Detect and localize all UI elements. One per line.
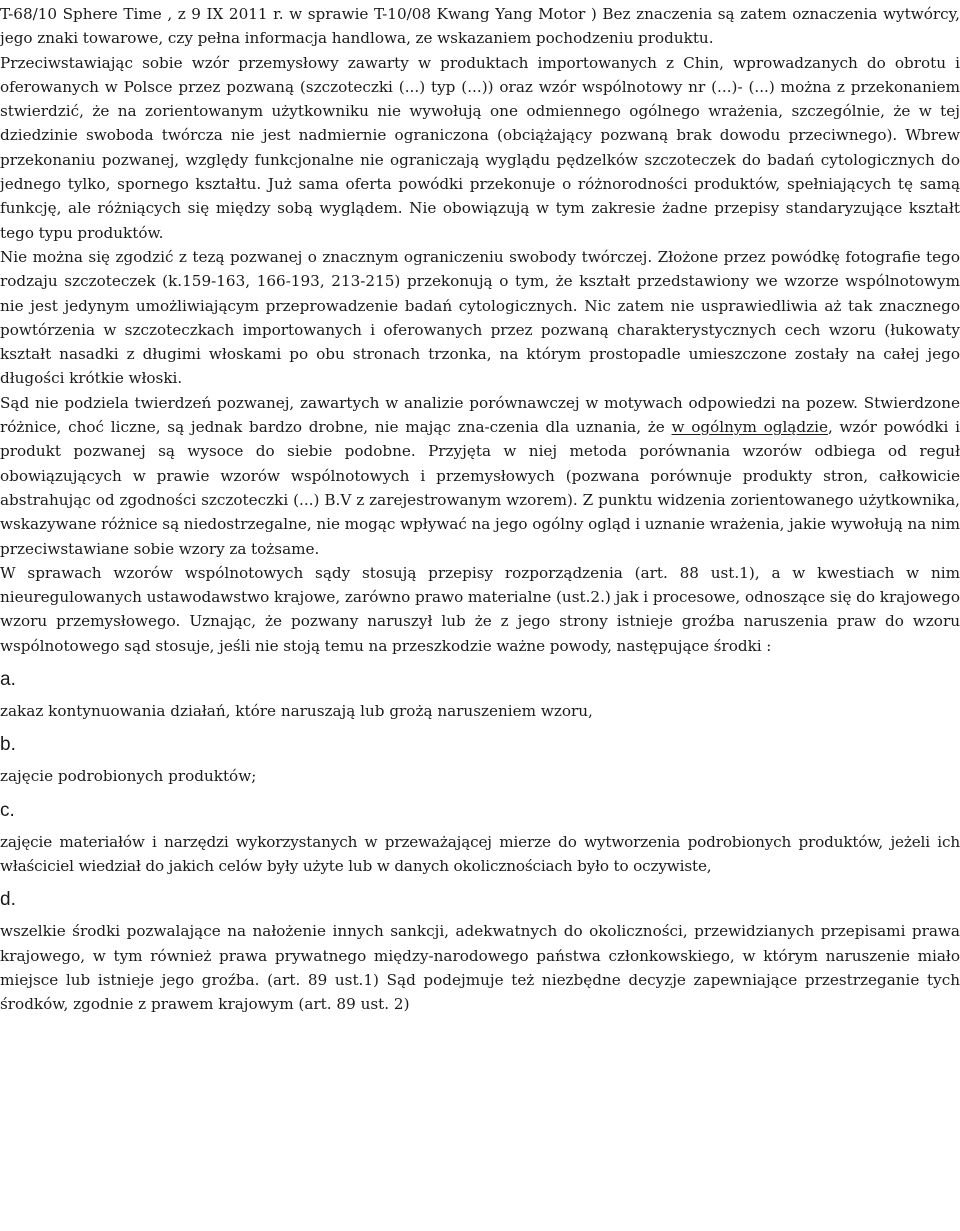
list-item-c-label: c. [0, 799, 15, 821]
paragraph-intro: T-68/10 Sphere Time , z 9 IX 2011 r. w sprawie T-10/08 Kwang Yang Motor ) Bez znaczenia są zatem oznaczenia wytwórcy, jego znaki towarowe, czy pełna informacja handlowa, ze wskazaniem pochodzeniu produktu. [0, 5, 960, 48]
list-item-a-label: a. [0, 669, 16, 691]
underlined-phrase: w ogólnym oglądzie [671, 418, 828, 437]
paragraph-creative-freedom: Nie można się zgodzić z tezą pozwanej o znacznym ograniczeniu swobody twórczej. Złożone przez powódkę fotografie tego rodzaju szczoteczek (k.159-163, 166-193, 213-215) przekonują o tym, że kształt przedstawiony we wzorze wspólnotowym nie jest jedynym umożliwiającym przeprowadzenie badań cytologicznych. Nic zatem nie usprawiedliwia aż tak znacznego powtórzenia w szczoteczkach importowanych i oferowanych przez pozwaną charakterystycznych cech wzoru (łukowaty kształt nasadki z długimi włoskami po obu stronach trzonka, na którym prostopadle umieszczone zostały na całej jego długości krótkie włoski. [0, 247, 960, 388]
paragraph-court-opinion [0, 391, 960, 561]
paragraph-court-opinion-part-1: Sąd nie podziela twierdzeń pozwanej, zawartych w analizie porównawczej w motywach odpowiedzi na pozew. Stwierdzone różnice, choć liczne, są jednak bardzo drobne, nie mając zna-czenia dla uznania, że [0, 393, 960, 437]
list-item-c-text: zajęcie materiałów i narzędzi wykorzystanych w przeważającej mierze do wytworzenia podrobionych produktów, jeżeli ich właściciel wiedział do jakich celów były użyte lub w danych okolicznościach było to oczywiste, [0, 832, 960, 875]
list-item-b-text: zajęcie podrobionych produktów; [0, 767, 257, 786]
paragraph-legal-basis: W sprawach wzorów wspólnotowych sądy stosują przepisy rozporządzenia (art. 88 ust.1), a w kwestiach w nim nieuregulowanych ustawodawstwo krajowe, zarówno prawo materialne (ust.2.) jak i procesowe, odnoszące się do krajowego wzoru przemysłowego. Uznając, że pozwany naruszył lub że z jego strony istnieje groźba naruszenia praw do wzoru wspólnotowego sąd stosuje, jeśli nie stoją temu na przeszkodzie ważne powody, następujące środki : [0, 563, 960, 655]
list-item-d-label: d. [0, 889, 16, 911]
list-item-d-text: wszelkie środki pozwalające na nałożenie innych sankcji, adekwatnych do okoliczności, przewidzianych przepisami prawa krajowego, w tym również prawa prywatnego między-narodowego państwa członkowskiego, w którym naruszenie miało miejsce lub istnieje jego groźba. (art. 89 ust.1) Sąd podejmuje też niezbędne decyzje zapewniające przestrzeganie tych środków, zgodnie z prawem krajowym (art. 89 ust. 2) [0, 922, 960, 1014]
measures-list [0, 668, 960, 1016]
list-item-b-label: b. [0, 734, 16, 756]
paragraph-comparison: Przeciwstawiając sobie wzór przemysłowy zawarty w produktach importowanych z Chin, wprowadzanych do obrotu i oferowanych w Polsce przez pozwaną (szczoteczki (...) typ (...)) oraz wzór wspólnotowy nr (...)- (...) można z przekonaniem stwierdzić, że na zorientowanym użytkowniku nie wywołują one odmiennego ogólnego wrażenia, szczególnie, że w tej dziedzinie swoboda twórcza nie jest nadmiernie ograniczona (obciążający pozwaną brak dowodu przeciwnego). Wbrew przekonaniu pozwanej, względy funkcjonalne nie ograniczają wyglądu pędzelków szczoteczek do badań cytologicznych do jednego tylko, spornego kształtu. Już sama oferta powódki przekonuje o różnorodności produktów, spełniających tę samą funkcję, ale różniących się między sobą wyglądem. Nie obowiązują w tym zakresie żadne przepisy standaryzujące kształt tego typu produktów. [0, 53, 960, 242]
list-item-a-text: zakaz kontynuowania działań, które naruszają lub grożą naruszeniem wzoru, [0, 702, 593, 721]
paragraph-court-opinion-part-2: , wzór powódki i produkt pozwanej są wysoce do siebie podobne. Przyjęta w niej metoda porównania wzorów odbiega od reguł obowiązujących w prawie wzorów wspólnotowych i przemysłowych (pozwana porównuje produkty stron, całkowicie abstrahując od zgodności szczoteczki (...) B.V z zarejestrowanym wzorem). Z punktu widzenia zorientowanego użytkownika, wskazywane różnice są niedostrzegalne, nie mogąc wpływać na jego ogólny ogląd i uznanie wrażenia, jakie wywołują na nim przeciwstawiane sobie wzory za tożsame. [0, 418, 960, 558]
